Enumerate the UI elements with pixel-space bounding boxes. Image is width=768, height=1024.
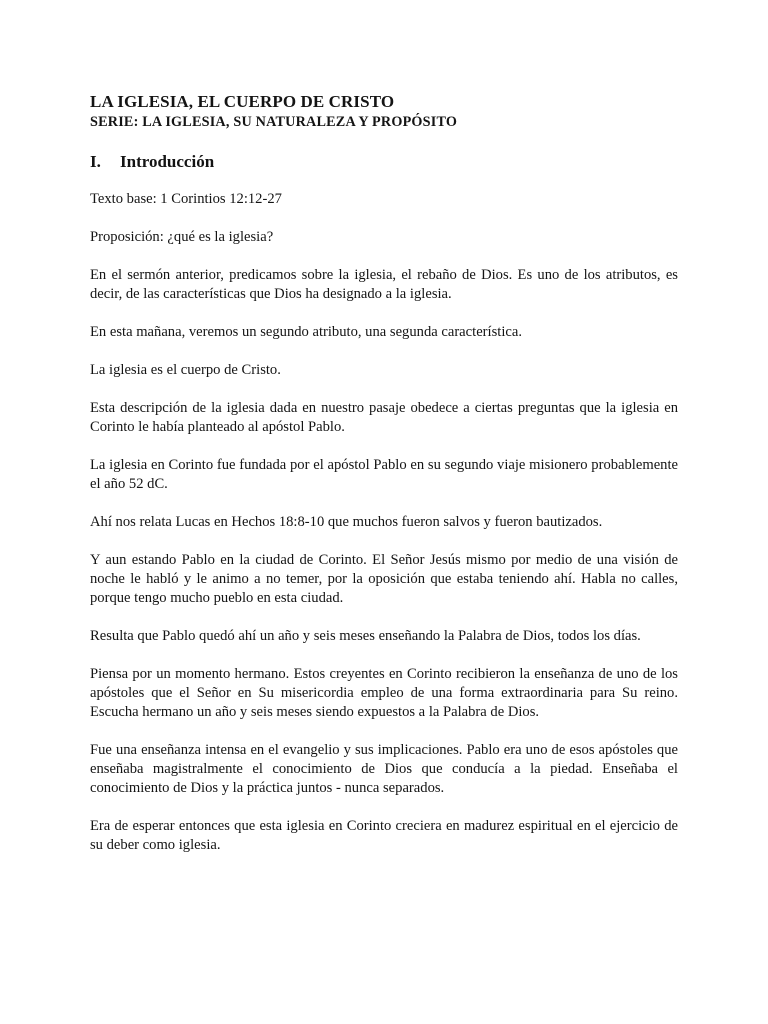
paragraph: En el sermón anterior, predicamos sobre la iglesia, el rebaño de Dios. Es uno de los atributos, es decir, de las características que Dios ha designado a la iglesia. [90,267,678,302]
paragraph: En esta mañana, veremos un segundo atributo, una segunda característica. [90,324,522,340]
paragraph: La iglesia es el cuerpo de Cristo. [90,362,281,378]
section-number: I. [90,152,101,171]
paragraph: Esta descripción de la iglesia dada en nuestro pasaje obedece a ciertas preguntas que la iglesia en Corinto le había planteado al apóstol Pablo. [90,400,678,435]
paragraph: Fue una enseñanza intensa en el evangelio y sus implicaciones. Pablo era uno de esos apóstoles que enseñaba magistralmente el conocimiento de Dios que conducía a la piedad. Enseñaba el conocimiento de Dios y la práctica juntos - nunca separados. [90,742,678,796]
paragraph: Resulta que Pablo quedó ahí un año y seis meses enseñando la Palabra de Dios, todos los días. [90,628,641,644]
paragraph-proposition: Proposición: ¿qué es la iglesia? [90,229,274,245]
paragraph: La iglesia en Corinto fue fundada por el apóstol Pablo en su segundo viaje misionero probablemente el año 52 dC. [90,457,678,492]
paragraph: Y aun estando Pablo en la ciudad de Corinto. El Señor Jesús mismo por medio de una visión de noche le habló y le animo a no temer, por la oposición que estaba teniendo ahí. Habla no calles, porque tengo mucho pueblo en esta ciudad. [90,552,678,606]
paragraph: Ahí nos relata Lucas en Hechos 18:8-10 que muchos fueron salvos y fueron bautizados. [90,514,603,530]
paragraph: Piensa por un momento hermano. Estos creyentes en Corinto recibieron la enseñanza de uno de los apóstoles que el Señor en Su misericordia empleo de una forma extraordinaria para Su reino. Escucha hermano un año y seis meses siendo expuestos a la Palabra de Dios. [90,666,678,720]
section-title: Introducción [120,152,215,171]
paragraph: Era de esperar entonces que esta iglesia en Corinto creciera en madurez espiritual en el ejercicio de su deber como iglesia. [90,818,678,853]
paragraph-base-text: Texto base: 1 Corintios 12:12-27 [90,191,282,207]
document-page [90,92,678,855]
series-subtitle: SERIE: LA IGLESIA, SU NATURALEZA Y PROPÓSITO [90,114,458,130]
document-title: LA IGLESIA, EL CUERPO DE CRISTO [90,92,395,111]
section-heading [90,152,678,172]
